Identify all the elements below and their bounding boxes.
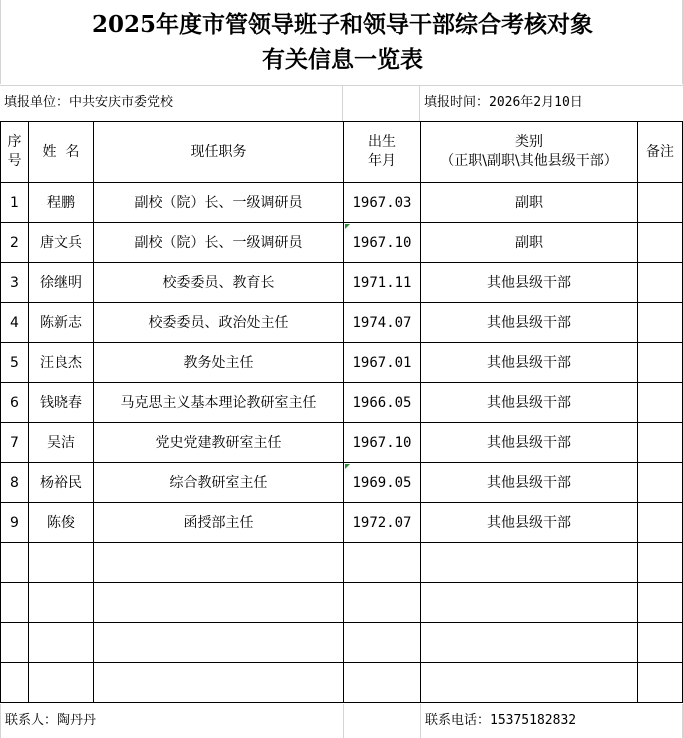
cell-birth: 1969.05 — [344, 463, 421, 503]
header-category-title: 类别 — [515, 134, 543, 150]
reporting-date: 填报时间：2026年2月10日 — [424, 95, 583, 110]
table-row — [1, 303, 683, 343]
cell-category: 副职 — [421, 223, 638, 263]
title-area — [0, 0, 683, 84]
header-name: 姓 名 — [29, 122, 94, 183]
cell-remark — [638, 223, 683, 263]
cell-name: 唐文兵 — [29, 223, 94, 263]
table-row-empty — [1, 623, 683, 663]
cell-birth: 1972.07 — [344, 503, 421, 543]
cell-remark — [638, 383, 683, 423]
cell-category — [421, 543, 638, 583]
table-row — [1, 183, 683, 223]
cell-name: 陈俊 — [29, 503, 94, 543]
cell-remark — [638, 303, 683, 343]
cell-birth: 1967.10 — [344, 223, 421, 263]
cell-name: 程鹏 — [29, 183, 94, 223]
cell-remark — [638, 663, 683, 703]
cell-seq: 5 — [1, 343, 29, 383]
header-seq — [1, 122, 29, 183]
cell-seq — [1, 543, 29, 583]
cell-position — [94, 623, 344, 663]
cell-position: 党史党建教研室主任 — [94, 423, 344, 463]
cell-category: 其他县级干部 — [421, 303, 638, 343]
table-header-row — [1, 122, 683, 183]
cell-remark — [638, 543, 683, 583]
cell-position: 函授部主任 — [94, 503, 344, 543]
cell-remark — [638, 463, 683, 503]
cell-seq — [1, 663, 29, 703]
cell-position: 马克思主义基本理论教研室主任 — [94, 383, 344, 423]
table-row — [1, 263, 683, 303]
gridline — [343, 704, 344, 738]
cell-seq: 1 — [1, 183, 29, 223]
header-birth — [344, 122, 421, 183]
table-row-empty — [1, 583, 683, 623]
cell-position — [94, 543, 344, 583]
header-seq-text: 序 号 — [7, 134, 22, 169]
header-remark: 备注 — [638, 122, 683, 183]
cell-name — [29, 583, 94, 623]
info-row — [0, 85, 683, 121]
cell-seq: 9 — [1, 503, 29, 543]
cell-position: 副校（院）长、一级调研员 — [94, 183, 344, 223]
header-position: 现任职务 — [94, 122, 344, 183]
cell-category — [421, 663, 638, 703]
cell-name — [29, 663, 94, 703]
cell-position — [94, 583, 344, 623]
cell-position: 综合教研室主任 — [94, 463, 344, 503]
cell-category: 其他县级干部 — [421, 343, 638, 383]
cell-category: 其他县级干部 — [421, 263, 638, 303]
cell-position: 副校（院）长、一级调研员 — [94, 223, 344, 263]
table-row-empty — [1, 663, 683, 703]
cell-seq: 4 — [1, 303, 29, 343]
header-birth-text: 出生 年月 — [368, 134, 396, 169]
cell-name — [29, 543, 94, 583]
cell-birth: 1966.05 — [344, 383, 421, 423]
table-row — [1, 503, 683, 543]
cell-seq: 8 — [1, 463, 29, 503]
contact-person: 联系人：陶丹丹 — [5, 713, 97, 728]
cell-position: 教务处主任 — [94, 343, 344, 383]
table-row — [1, 423, 683, 463]
table-row — [1, 343, 683, 383]
cell-name: 吴洁 — [29, 423, 94, 463]
cell-remark — [638, 263, 683, 303]
table-row — [1, 383, 683, 423]
cell-birth: 1971.11 — [344, 263, 421, 303]
cell-name: 钱晓春 — [29, 383, 94, 423]
cell-name: 汪良杰 — [29, 343, 94, 383]
gridline — [419, 86, 420, 122]
cell-seq — [1, 623, 29, 663]
contact-phone: 联系电话：15375182832 — [425, 713, 577, 728]
cell-category: 其他县级干部 — [421, 463, 638, 503]
footer-row — [0, 704, 683, 738]
cell-birth: 1974.07 — [344, 303, 421, 343]
table-row — [1, 463, 683, 503]
cell-category — [421, 623, 638, 663]
gridline — [420, 704, 421, 738]
cell-name — [29, 623, 94, 663]
cell-position: 校委委员、教育长 — [94, 263, 344, 303]
comment-marker — [345, 224, 350, 229]
cell-remark — [638, 503, 683, 543]
table-row-empty — [1, 543, 683, 583]
cell-seq: 2 — [1, 223, 29, 263]
cell-remark — [638, 623, 683, 663]
cell-category: 其他县级干部 — [421, 423, 638, 463]
header-category — [421, 122, 638, 183]
cell-birth — [344, 543, 421, 583]
cell-seq — [1, 583, 29, 623]
cell-name: 陈新志 — [29, 303, 94, 343]
cell-birth — [344, 623, 421, 663]
cell-birth: 1967.10 — [344, 423, 421, 463]
cell-category — [421, 583, 638, 623]
cell-category: 其他县级干部 — [421, 383, 638, 423]
document-title-line-1: 2025年度市管领导班子和领导干部综合考核对象 — [91, 11, 593, 38]
header-category-subtitle: （正职\副职\其他县级干部） — [440, 153, 618, 169]
cell-seq: 6 — [1, 383, 29, 423]
cell-position — [94, 663, 344, 703]
document-title-line-2: 有关信息一览表 — [262, 46, 423, 73]
cell-position: 校委委员、政治处主任 — [94, 303, 344, 343]
cell-birth — [344, 583, 421, 623]
cell-category: 其他县级干部 — [421, 503, 638, 543]
cell-remark — [638, 423, 683, 463]
cell-category: 副职 — [421, 183, 638, 223]
cell-birth — [344, 663, 421, 703]
comment-marker — [345, 464, 350, 469]
cadre-info-table — [0, 121, 683, 703]
cell-birth: 1967.03 — [344, 183, 421, 223]
table-row — [1, 223, 683, 263]
cell-seq: 7 — [1, 423, 29, 463]
cell-name: 徐继明 — [29, 263, 94, 303]
cell-remark — [638, 583, 683, 623]
cell-remark — [638, 343, 683, 383]
gridline — [342, 86, 343, 122]
cell-remark — [638, 183, 683, 223]
cell-birth: 1967.01 — [344, 343, 421, 383]
cell-seq: 3 — [1, 263, 29, 303]
reporting-unit: 填报单位：中共安庆市委党校 — [4, 95, 174, 110]
cell-name: 杨裕民 — [29, 463, 94, 503]
